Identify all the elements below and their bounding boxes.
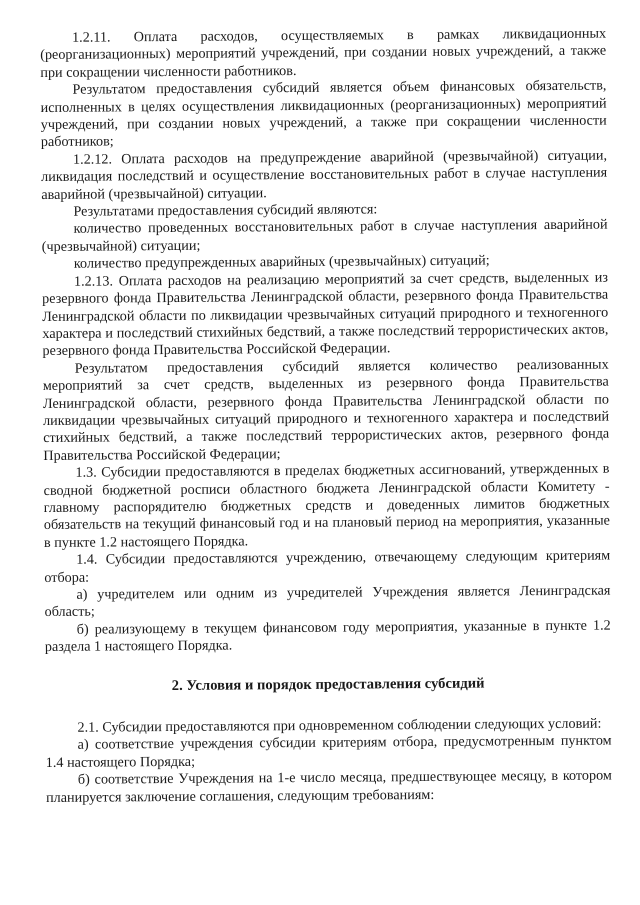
- paragraph-1-4: 1.4. Субсидии предоставляются учреждению, отвечающему следующим критериям отбора:: [44, 547, 611, 586]
- section-2-heading: 2. Условия и порядок предоставления субсидий: [171, 675, 485, 694]
- paragraph-1-4-b: б) реализующему в текущем финансовом году мероприятия, указанные в пункте 1.2 раздела 1 настоящего Порядка.: [44, 617, 611, 656]
- paragraph-1-2-11: 1.2.11. Оплата расходов, осуществляемых в рамках ликвидационных (реорганизационных) мероприятий учреждений, при создании новых учреждений, а также при сокращении численности работников.: [40, 25, 607, 81]
- paragraph-results-intro: Результатами предоставления субсидий являются:: [73, 201, 378, 220]
- document-page: [40, 26, 612, 807]
- paragraph-result-1-2-11: Результатом предоставления субсидий является объем финансовых обязательств, исполненных в целях осуществления ликвидационных (реорганизационных) мероприятий учреждений, при создании новых учреждений, а также при сокращении численности работников;: [40, 77, 607, 151]
- paragraph-1-4-a: а) учредителем или одним из учредителей Учреждения является Ленинградская область;: [44, 582, 611, 621]
- paragraph-2-1: 2.1. Субсидии предоставляются при одновременном соблюдении следующих условий:: [77, 715, 602, 736]
- paragraph-result-1-2-13: Результатом предоставления субсидий является количество реализованных мероприятий за счет средств, выделенных из резервного фонда Правительства Ленинградской области, резервного фонда Правительства Ленинградской области по ликвидации чрезвычайных ситуаций природного и техногенного характера и последствий стихийных бедствий, а также последствий террористических актов, резервного фонда Правительства Российской Федерации;: [42, 356, 610, 464]
- paragraph-1-2-13: 1.2.13. Оплата расходов на реализацию мероприятий за счет средств, выделенных из резервного фонда Правительства Ленинградской области, резервного фонда Правительства Ленинградской области по ликвидации чрезвычайных ситуаций природного и техногенного характера и последствий стихийных бедствий, а также последствий террористических актов, резервного фонда Правительства Российской Федерации.: [42, 269, 609, 360]
- paragraph-2-1-b: б) соответствие Учреждения на 1-е число месяца, предшествующее месяцу, в котором планируется заключение соглашения, следующим требованиям:: [45, 767, 612, 806]
- paragraph-result-item-2: количество предупрежденных аварийных (чрезвычайных) ситуаций;: [73, 252, 490, 273]
- paragraph-1-3: 1.3. Субсидии предоставляются в пределах бюджетных ассигнований, утвержденных в сводной бюджетной росписи областного бюджета Ленинградской области Комитету - главному распорядителю бюджетных средств и доведенных лимитов бюджетных обязательств на текущий финансовый год и на плановый период на мероприятия, указанные в пункте 1.2 настоящего Порядка.: [43, 460, 610, 551]
- paragraph-1-2-12: 1.2.12. Оплата расходов на предупреждение аварийной (чрезвычайной) ситуации, ликвидация последствий и осуществление восстановительных работ в случае наступления аварийной (чрезвычайной) ситуации.: [41, 147, 608, 203]
- paragraph-result-item-1: количество проведенных восстановительных работ в случае наступления аварийной (чрезвычайной) ситуации;: [41, 217, 608, 255]
- paragraph-2-1-a: а) соответствие учреждения субсидии критериям отбора, предусмотренным пунктом 1.4 настоящего Порядка;: [45, 732, 612, 771]
